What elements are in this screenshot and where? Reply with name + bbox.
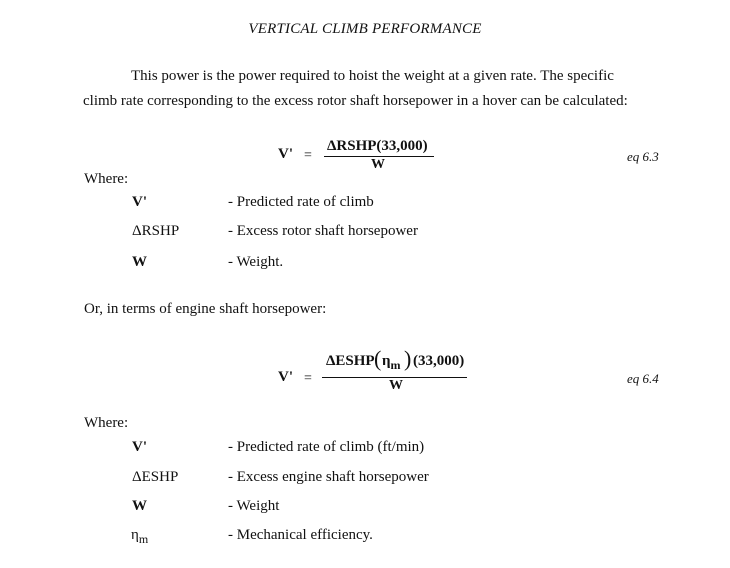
eq2-paren-open: (: [374, 346, 382, 371]
eq1-equals: =: [304, 148, 312, 163]
where2-symbol-deshp: ΔESHP: [132, 469, 179, 485]
where2-desc-vprime: - Predicted rate of climb (ft/min): [228, 439, 425, 455]
eq2-equals: =: [304, 371, 312, 386]
where2-desc-w: - Weight: [228, 498, 280, 514]
where2-symbol-eta: $\eta_m$: [131, 527, 149, 546]
eq2-eta: $\eta_m$: [382, 353, 401, 372]
eq1-denominator: W: [371, 157, 385, 172]
eq2-numerator-a: ΔESHP: [326, 353, 375, 369]
where2-symbol-eta-subscript: m: [138, 532, 149, 546]
eq2-tag: eq 6.4: [627, 371, 659, 386]
transition-text: Or, in terms of engine shaft horsepower:: [84, 301, 327, 317]
where1-desc-vprime: - Predicted rate of climb: [228, 194, 374, 210]
where1-symbol-w: W: [132, 254, 147, 270]
where2-desc-eta: - Mechanical efficiency.: [228, 527, 373, 543]
where2-symbol-vprime: V': [132, 439, 147, 455]
eq2-paren-close: ): [404, 346, 412, 371]
where1-desc-drshp: - Excess rotor shaft horsepower: [228, 223, 418, 239]
eq2-eta-subscript: m: [390, 358, 401, 372]
eq1-tag: eq 6.3: [627, 149, 659, 164]
intro-line-1: This power is the power required to hoist the weight at a given rate. The specific: [131, 68, 614, 84]
where1-desc-w: - Weight.: [228, 254, 284, 270]
section-heading: VERTICAL CLIMB PERFORMANCE: [248, 21, 482, 37]
eq2-denominator: W: [389, 378, 403, 393]
where-label-1: Where:: [84, 171, 129, 187]
where2-symbol-w: W: [132, 498, 147, 514]
where2-desc-deshp: - Excess engine shaft horsepower: [228, 469, 429, 485]
eq1-lhs: V': [278, 146, 293, 162]
where1-symbol-drshp: ΔRSHP: [132, 223, 180, 239]
eq2-numerator-b: (33,000): [413, 353, 465, 369]
eq1-numerator: ΔRSHP(33,000): [327, 138, 428, 154]
where-label-2: Where:: [84, 415, 129, 431]
eq2-lhs: V': [278, 369, 293, 385]
where1-symbol-vprime: V': [132, 194, 147, 210]
intro-line-2: climb rate corresponding to the excess rotor shaft horsepower in a hover can be calculated:: [83, 93, 628, 109]
